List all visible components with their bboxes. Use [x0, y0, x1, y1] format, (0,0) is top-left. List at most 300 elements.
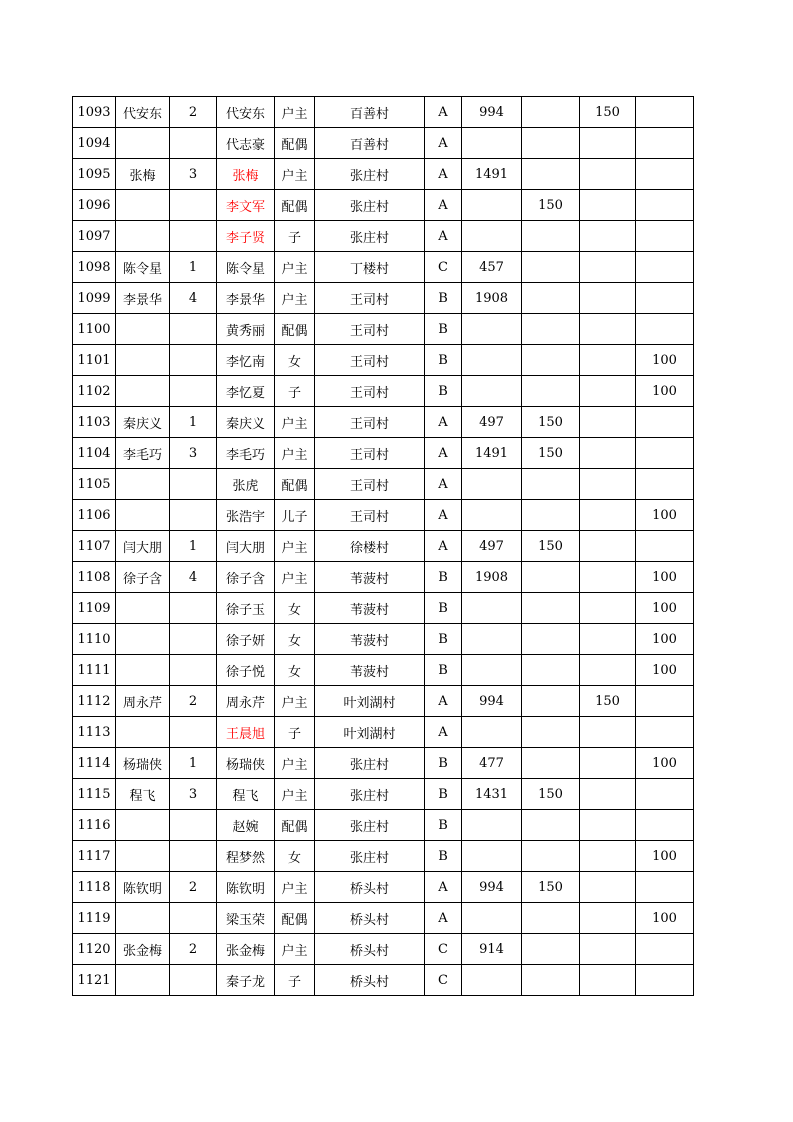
relation-cell: 子: [275, 965, 315, 996]
village-cell: 百善村: [315, 128, 425, 159]
household-size-cell: [170, 903, 217, 934]
household-head-cell: [116, 128, 170, 159]
amount-cell: 1491: [462, 159, 522, 190]
subsidy-col2-cell: [580, 934, 636, 965]
household-head-cell: [116, 314, 170, 345]
subsidy-col2-cell: [580, 903, 636, 934]
subsidy-col2-cell: [580, 190, 636, 221]
subsidy-col2-cell: [580, 314, 636, 345]
relation-cell: 配偶: [275, 903, 315, 934]
subsidy-col3-cell: [636, 810, 694, 841]
member-name-cell: 张虎: [217, 469, 275, 500]
household-head-cell: [116, 965, 170, 996]
member-name-cell: 代志豪: [217, 128, 275, 159]
relation-cell: 户主: [275, 283, 315, 314]
relation-cell: 女: [275, 345, 315, 376]
subsidy-col3-cell: [636, 872, 694, 903]
table-row: [73, 717, 694, 748]
amount-cell: 497: [462, 407, 522, 438]
member-name-cell: 秦子龙: [217, 965, 275, 996]
household-head-cell: [116, 717, 170, 748]
amount-cell: 914: [462, 934, 522, 965]
relation-cell: 子: [275, 376, 315, 407]
subsidy-col1-cell: [522, 97, 580, 128]
household-size-cell: [170, 469, 217, 500]
row-number-cell: 1102: [73, 376, 116, 407]
subsidy-col3-cell: [636, 128, 694, 159]
household-size-cell: [170, 593, 217, 624]
grade-cell: B: [425, 655, 462, 686]
subsidy-col1-cell: [522, 159, 580, 190]
village-cell: 百善村: [315, 97, 425, 128]
subsidy-col1-cell: 150: [522, 531, 580, 562]
grade-cell: A: [425, 872, 462, 903]
household-size-cell: 4: [170, 562, 217, 593]
member-name-cell: 徐子悦: [217, 655, 275, 686]
grade-cell: A: [425, 903, 462, 934]
subsidy-col2-cell: [580, 717, 636, 748]
member-name-cell: 秦庆义: [217, 407, 275, 438]
household-head-cell: [116, 376, 170, 407]
member-name-cell: 李忆夏: [217, 376, 275, 407]
grade-cell: A: [425, 717, 462, 748]
relation-cell: 女: [275, 624, 315, 655]
subsidy-col3-cell: [636, 438, 694, 469]
member-name-cell: 李忆南: [217, 345, 275, 376]
village-cell: 桥头村: [315, 965, 425, 996]
village-cell: 张庄村: [315, 190, 425, 221]
member-name-cell: 李景华: [217, 283, 275, 314]
subsidy-col2-cell: [580, 283, 636, 314]
village-cell: 苇菠村: [315, 624, 425, 655]
row-number-cell: 1098: [73, 252, 116, 283]
amount-cell: 994: [462, 97, 522, 128]
member-name-cell: 张浩宇: [217, 500, 275, 531]
household-size-cell: 1: [170, 407, 217, 438]
table-row: [73, 128, 694, 159]
village-cell: 徐楼村: [315, 531, 425, 562]
household-size-cell: 2: [170, 872, 217, 903]
household-head-cell: [116, 655, 170, 686]
row-number-cell: 1109: [73, 593, 116, 624]
subsidy-col3-cell: [636, 965, 694, 996]
table-row: [73, 252, 694, 283]
subsidy-col3-cell: 100: [636, 376, 694, 407]
subsidy-col2-cell: [580, 655, 636, 686]
household-head-cell: 程飞: [116, 779, 170, 810]
amount-cell: [462, 841, 522, 872]
household-size-cell: 3: [170, 438, 217, 469]
row-number-cell: 1099: [73, 283, 116, 314]
member-name-cell: 程飞: [217, 779, 275, 810]
subsidy-col2-cell: [580, 376, 636, 407]
grade-cell: A: [425, 438, 462, 469]
household-size-cell: [170, 128, 217, 159]
grade-cell: C: [425, 965, 462, 996]
village-cell: 苇菠村: [315, 593, 425, 624]
household-size-cell: 1: [170, 748, 217, 779]
row-number-cell: 1113: [73, 717, 116, 748]
subsidy-col3-cell: [636, 407, 694, 438]
household-size-cell: [170, 190, 217, 221]
household-size-cell: 4: [170, 283, 217, 314]
grade-cell: B: [425, 841, 462, 872]
household-size-cell: [170, 717, 217, 748]
subsidy-col1-cell: [522, 593, 580, 624]
relation-cell: 户主: [275, 531, 315, 562]
relation-cell: 户主: [275, 748, 315, 779]
amount-cell: 497: [462, 531, 522, 562]
household-size-cell: 1: [170, 252, 217, 283]
household-size-cell: [170, 965, 217, 996]
table-row: [73, 438, 694, 469]
household-size-cell: [170, 376, 217, 407]
subsidy-col3-cell: [636, 314, 694, 345]
grade-cell: B: [425, 376, 462, 407]
subsidy-col3-cell: 100: [636, 748, 694, 779]
relation-cell: 户主: [275, 159, 315, 190]
grade-cell: A: [425, 159, 462, 190]
subsidy-col1-cell: [522, 469, 580, 500]
relation-cell: 户主: [275, 779, 315, 810]
subsidy-col2-cell: [580, 531, 636, 562]
grade-cell: B: [425, 593, 462, 624]
member-name-cell: 杨瑞侠: [217, 748, 275, 779]
village-cell: 王司村: [315, 500, 425, 531]
table-row: [73, 965, 694, 996]
household-size-cell: 2: [170, 97, 217, 128]
subsidy-col2-cell: [580, 965, 636, 996]
subsidy-col2-cell: [580, 469, 636, 500]
row-number-cell: 1108: [73, 562, 116, 593]
subsidy-col1-cell: 150: [522, 872, 580, 903]
amount-cell: 1908: [462, 283, 522, 314]
household-size-cell: [170, 500, 217, 531]
household-size-cell: [170, 345, 217, 376]
grade-cell: A: [425, 469, 462, 500]
relation-cell: 户主: [275, 252, 315, 283]
relation-cell: 户主: [275, 97, 315, 128]
table-row: [73, 531, 694, 562]
village-cell: 王司村: [315, 469, 425, 500]
subsidy-col1-cell: [522, 283, 580, 314]
relation-cell: 户主: [275, 934, 315, 965]
row-number-cell: 1110: [73, 624, 116, 655]
village-cell: 苇菠村: [315, 655, 425, 686]
subsidy-col1-cell: [522, 686, 580, 717]
row-number-cell: 1094: [73, 128, 116, 159]
household-head-cell: 张金梅: [116, 934, 170, 965]
grade-cell: B: [425, 314, 462, 345]
row-number-cell: 1118: [73, 872, 116, 903]
relation-cell: 子: [275, 221, 315, 252]
table-row: [73, 283, 694, 314]
household-head-cell: 陈钦明: [116, 872, 170, 903]
subsidy-col1-cell: [522, 841, 580, 872]
amount-cell: 477: [462, 748, 522, 779]
village-cell: 桥头村: [315, 903, 425, 934]
village-cell: 王司村: [315, 407, 425, 438]
subsidy-col3-cell: [636, 686, 694, 717]
amount-cell: [462, 965, 522, 996]
subsidy-col1-cell: [522, 252, 580, 283]
row-number-cell: 1115: [73, 779, 116, 810]
household-size-cell: 1: [170, 531, 217, 562]
table-row: [73, 500, 694, 531]
subsidy-col1-cell: 150: [522, 779, 580, 810]
row-number-cell: 1100: [73, 314, 116, 345]
subsidy-col1-cell: [522, 655, 580, 686]
subsidy-col2-cell: [580, 841, 636, 872]
subsidy-col1-cell: 150: [522, 438, 580, 469]
row-number-cell: 1095: [73, 159, 116, 190]
amount-cell: [462, 190, 522, 221]
subsidy-col2-cell: [580, 345, 636, 376]
member-name-cell: 王晨旭: [217, 717, 275, 748]
village-cell: 张庄村: [315, 159, 425, 190]
subsidy-col1-cell: [522, 717, 580, 748]
grade-cell: B: [425, 345, 462, 376]
amount-cell: [462, 376, 522, 407]
table-row: [73, 314, 694, 345]
amount-cell: 994: [462, 686, 522, 717]
grade-cell: A: [425, 221, 462, 252]
row-number-cell: 1093: [73, 97, 116, 128]
table-row: [73, 655, 694, 686]
relation-cell: 户主: [275, 407, 315, 438]
member-name-cell: 李子贤: [217, 221, 275, 252]
table-row: [73, 562, 694, 593]
subsidy-col1-cell: [522, 128, 580, 159]
grade-cell: C: [425, 252, 462, 283]
amount-cell: [462, 655, 522, 686]
amount-cell: [462, 903, 522, 934]
subsidy-col1-cell: [522, 376, 580, 407]
village-cell: 张庄村: [315, 221, 425, 252]
row-number-cell: 1107: [73, 531, 116, 562]
table-body: [73, 97, 694, 996]
row-number-cell: 1117: [73, 841, 116, 872]
village-cell: 桥头村: [315, 934, 425, 965]
grade-cell: B: [425, 624, 462, 655]
household-head-cell: 徐子含: [116, 562, 170, 593]
member-name-cell: 程梦然: [217, 841, 275, 872]
grade-cell: A: [425, 686, 462, 717]
subsidy-col2-cell: [580, 128, 636, 159]
table-row: [73, 624, 694, 655]
subsidy-col2-cell: [580, 159, 636, 190]
subsidy-col2-cell: [580, 593, 636, 624]
subsidy-col1-cell: [522, 562, 580, 593]
subsidy-col3-cell: [636, 934, 694, 965]
member-name-cell: 陈钦明: [217, 872, 275, 903]
member-name-cell: 代安东: [217, 97, 275, 128]
household-size-cell: 2: [170, 686, 217, 717]
grade-cell: A: [425, 531, 462, 562]
village-cell: 王司村: [315, 376, 425, 407]
household-head-cell: [116, 624, 170, 655]
subsidy-col1-cell: 150: [522, 407, 580, 438]
subsidy-col3-cell: [636, 190, 694, 221]
household-head-cell: 闫大朋: [116, 531, 170, 562]
member-name-cell: 李毛巧: [217, 438, 275, 469]
household-size-cell: 3: [170, 159, 217, 190]
relation-cell: 户主: [275, 872, 315, 903]
amount-cell: [462, 314, 522, 345]
table-row: [73, 903, 694, 934]
row-number-cell: 1121: [73, 965, 116, 996]
member-name-cell: 周永芹: [217, 686, 275, 717]
amount-cell: 457: [462, 252, 522, 283]
relation-cell: 女: [275, 841, 315, 872]
relation-cell: 户主: [275, 438, 315, 469]
amount-cell: 1491: [462, 438, 522, 469]
table-row: [73, 469, 694, 500]
amount-cell: [462, 593, 522, 624]
amount-cell: [462, 624, 522, 655]
subsidy-col3-cell: [636, 221, 694, 252]
household-head-cell: 李毛巧: [116, 438, 170, 469]
household-head-cell: [116, 500, 170, 531]
grade-cell: A: [425, 128, 462, 159]
subsidy-col1-cell: [522, 810, 580, 841]
relation-cell: 儿子: [275, 500, 315, 531]
amount-cell: [462, 128, 522, 159]
household-size-cell: [170, 624, 217, 655]
household-head-cell: [116, 841, 170, 872]
subsidy-col2-cell: [580, 221, 636, 252]
subsidy-col3-cell: [636, 531, 694, 562]
subsidy-col2-cell: [580, 252, 636, 283]
household-head-cell: [116, 903, 170, 934]
table-row: [73, 407, 694, 438]
subsidy-col1-cell: [522, 965, 580, 996]
amount-cell: [462, 810, 522, 841]
subsidy-col2-cell: [580, 810, 636, 841]
subsidy-col2-cell: [580, 779, 636, 810]
grade-cell: A: [425, 407, 462, 438]
grade-cell: B: [425, 748, 462, 779]
village-cell: 丁楼村: [315, 252, 425, 283]
amount-cell: 994: [462, 872, 522, 903]
table-row: [73, 872, 694, 903]
subsidy-col1-cell: [522, 903, 580, 934]
subsidy-col2-cell: [580, 407, 636, 438]
grade-cell: A: [425, 500, 462, 531]
household-head-cell: 李景华: [116, 283, 170, 314]
subsidy-col2-cell: [580, 562, 636, 593]
subsidy-col1-cell: [522, 748, 580, 779]
relation-cell: 配偶: [275, 469, 315, 500]
member-name-cell: 赵婉: [217, 810, 275, 841]
table-row: [73, 841, 694, 872]
household-head-cell: [116, 469, 170, 500]
subsidy-col2-cell: [580, 500, 636, 531]
village-cell: 张庄村: [315, 810, 425, 841]
household-head-cell: 陈令星: [116, 252, 170, 283]
relation-cell: 子: [275, 717, 315, 748]
table-row: [73, 376, 694, 407]
household-size-cell: [170, 221, 217, 252]
table-row: [73, 779, 694, 810]
table-row: [73, 748, 694, 779]
relation-cell: 配偶: [275, 810, 315, 841]
subsidy-col2-cell: [580, 872, 636, 903]
subsidy-col2-cell: 150: [580, 686, 636, 717]
relation-cell: 女: [275, 655, 315, 686]
relation-cell: 配偶: [275, 128, 315, 159]
subsidy-col3-cell: 100: [636, 841, 694, 872]
subsidy-col2-cell: [580, 624, 636, 655]
village-cell: 张庄村: [315, 748, 425, 779]
grade-cell: B: [425, 283, 462, 314]
row-number-cell: 1111: [73, 655, 116, 686]
village-cell: 王司村: [315, 283, 425, 314]
household-head-cell: 张梅: [116, 159, 170, 190]
household-head-cell: [116, 810, 170, 841]
subsidy-col1-cell: [522, 934, 580, 965]
row-number-cell: 1116: [73, 810, 116, 841]
table-row: [73, 345, 694, 376]
household-table: [72, 96, 694, 996]
subsidy-col1-cell: [522, 314, 580, 345]
row-number-cell: 1120: [73, 934, 116, 965]
grade-cell: A: [425, 190, 462, 221]
household-size-cell: [170, 655, 217, 686]
grade-cell: B: [425, 562, 462, 593]
table-row: [73, 159, 694, 190]
member-name-cell: 张金梅: [217, 934, 275, 965]
household-size-cell: [170, 841, 217, 872]
table-row: [73, 934, 694, 965]
row-number-cell: 1103: [73, 407, 116, 438]
grade-cell: B: [425, 779, 462, 810]
subsidy-col3-cell: 100: [636, 593, 694, 624]
grade-cell: A: [425, 97, 462, 128]
table-row: [73, 97, 694, 128]
household-size-cell: [170, 314, 217, 345]
subsidy-col1-cell: 150: [522, 190, 580, 221]
household-head-cell: 杨瑞侠: [116, 748, 170, 779]
village-cell: 叶刘湖村: [315, 717, 425, 748]
table-row: [73, 686, 694, 717]
subsidy-col3-cell: [636, 97, 694, 128]
table-row: [73, 810, 694, 841]
subsidy-col3-cell: 100: [636, 655, 694, 686]
relation-cell: 户主: [275, 562, 315, 593]
amount-cell: [462, 221, 522, 252]
row-number-cell: 1119: [73, 903, 116, 934]
village-cell: 叶刘湖村: [315, 686, 425, 717]
household-size-cell: 2: [170, 934, 217, 965]
household-head-cell: [116, 190, 170, 221]
subsidy-col2-cell: 150: [580, 97, 636, 128]
relation-cell: 配偶: [275, 190, 315, 221]
subsidy-col3-cell: [636, 717, 694, 748]
subsidy-col1-cell: [522, 624, 580, 655]
subsidy-col3-cell: [636, 779, 694, 810]
member-name-cell: 黄秀丽: [217, 314, 275, 345]
relation-cell: 户主: [275, 686, 315, 717]
subsidy-col3-cell: [636, 252, 694, 283]
member-name-cell: 李文军: [217, 190, 275, 221]
subsidy-col3-cell: 100: [636, 903, 694, 934]
subsidy-col3-cell: 100: [636, 345, 694, 376]
amount-cell: [462, 500, 522, 531]
row-number-cell: 1104: [73, 438, 116, 469]
member-name-cell: 闫大朋: [217, 531, 275, 562]
member-name-cell: 张梅: [217, 159, 275, 190]
